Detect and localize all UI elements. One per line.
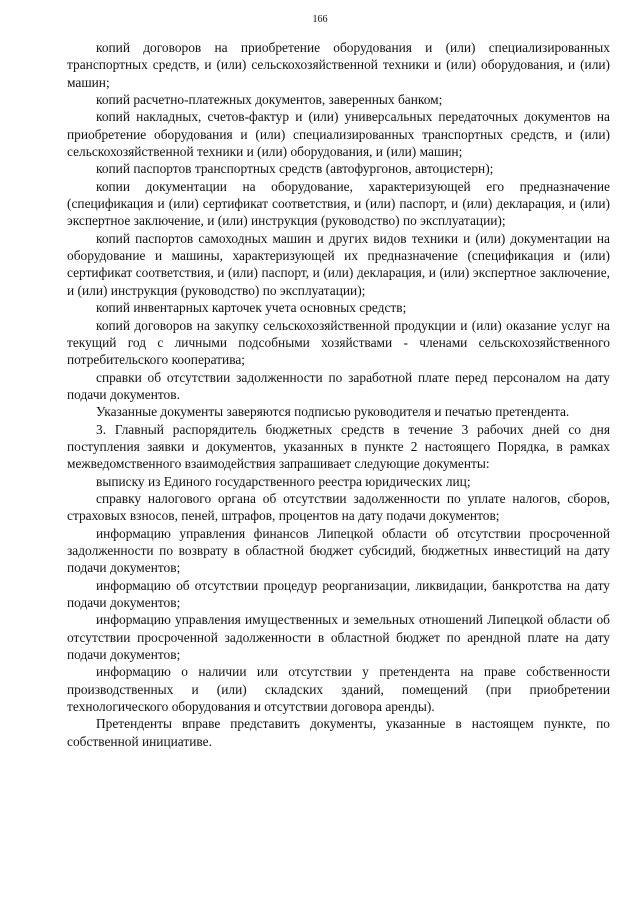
paragraph: информацию управления имущественных и земельных отношений Липецкой области об отсутствии просроченной задолженности в областной бюджет по арендной плате на дату подачи документов;	[67, 612, 610, 663]
paragraph: копий договоров на приобретение оборудования и (или) специализированных транспортных средств, и (или) сельскохозяйственной техники и (или) оборудования, и (или) машин;	[67, 40, 610, 90]
paragraph: копий инвентарных карточек учета основных средств;	[96, 300, 407, 316]
paragraph: копий паспортов транспортных средств (автофургонов, автоцистерн);	[96, 161, 494, 177]
paragraph: выписку из Единого государственного реестра юридических лиц;	[96, 473, 471, 489]
paragraph: Указанные документы заверяются подписью руководителя и печатью претендента.	[96, 404, 570, 420]
paragraph: справку налогового органа об отсутствии задолженности по уплате налогов, сборов, страховых взносов, пеней, штрафов, процентов на дату подачи документов;	[67, 490, 610, 524]
paragraph: копии документации на оборудование, характеризующей его предназначение (спецификация и (или) сертификат соответствия, и (или) паспорт, и (или) декларация, и (или) экспертное заключение, и (или) инструкция (руководство) по эксплуатации);	[67, 178, 610, 229]
paragraph: информацию о наличии или отсутствии у претендента на праве собственности производственных и (или) складских зданий, помещений (при приобретении технологического оборудования и отсутствии договора аренды).	[67, 664, 610, 715]
document-body	[67, 39, 610, 750]
page-number: 166	[312, 14, 328, 25]
paragraph: информацию управления финансов Липецкой области об отсутствии просроченной задолженности по возврату в областной бюджет субсидий, бюджетных инвестиций на дату подачи документов;	[67, 525, 610, 576]
paragraph: Претенденты вправе представить документы, указанные в настоящем пункте, по собственной инициативе.	[67, 716, 610, 749]
paragraph: информацию об отсутствии процедур реорганизации, ликвидации, банкротства на дату подачи документов;	[67, 577, 610, 610]
paragraph: справки об отсутствии задолженности по заработной плате перед персоналом на дату подачи документов.	[67, 369, 610, 402]
paragraph: 3. Главный распорядитель бюджетных средств в течение 3 рабочих дней со дня поступления заявки и документов, указанных в пункте 2 настоящего Порядка, в рамках межведомственного взаимодействия запрашивает следующие документы:	[67, 421, 610, 472]
paragraph: копий расчетно-платежных документов, заверенных банком;	[96, 92, 443, 108]
paragraph: копий накладных, счетов-фактур и (или) универсальных передаточных документов на приобретение оборудования и (или) специализированных транспортных средств, и (или) сельскохозяйственной техники и (или) оборудования, и (или) машин;	[67, 109, 610, 160]
paragraph: копий договоров на закупку сельскохозяйственной продукции и (или) оказание услуг на текущий год с личными подсобными хозяйствами - членами сельскохозяйственного потребительского кооператива;	[67, 317, 610, 368]
paragraph: копий паспортов самоходных машин и других видов техники и (или) документации на оборудование и машины, характеризующей их предназначение (спецификация и (или) сертификат соответствия, и (или) паспорт, и (или) декларация, и (или) экспертное заключение, и (или) инструкция (руководство) по эксплуатации);	[67, 230, 610, 298]
